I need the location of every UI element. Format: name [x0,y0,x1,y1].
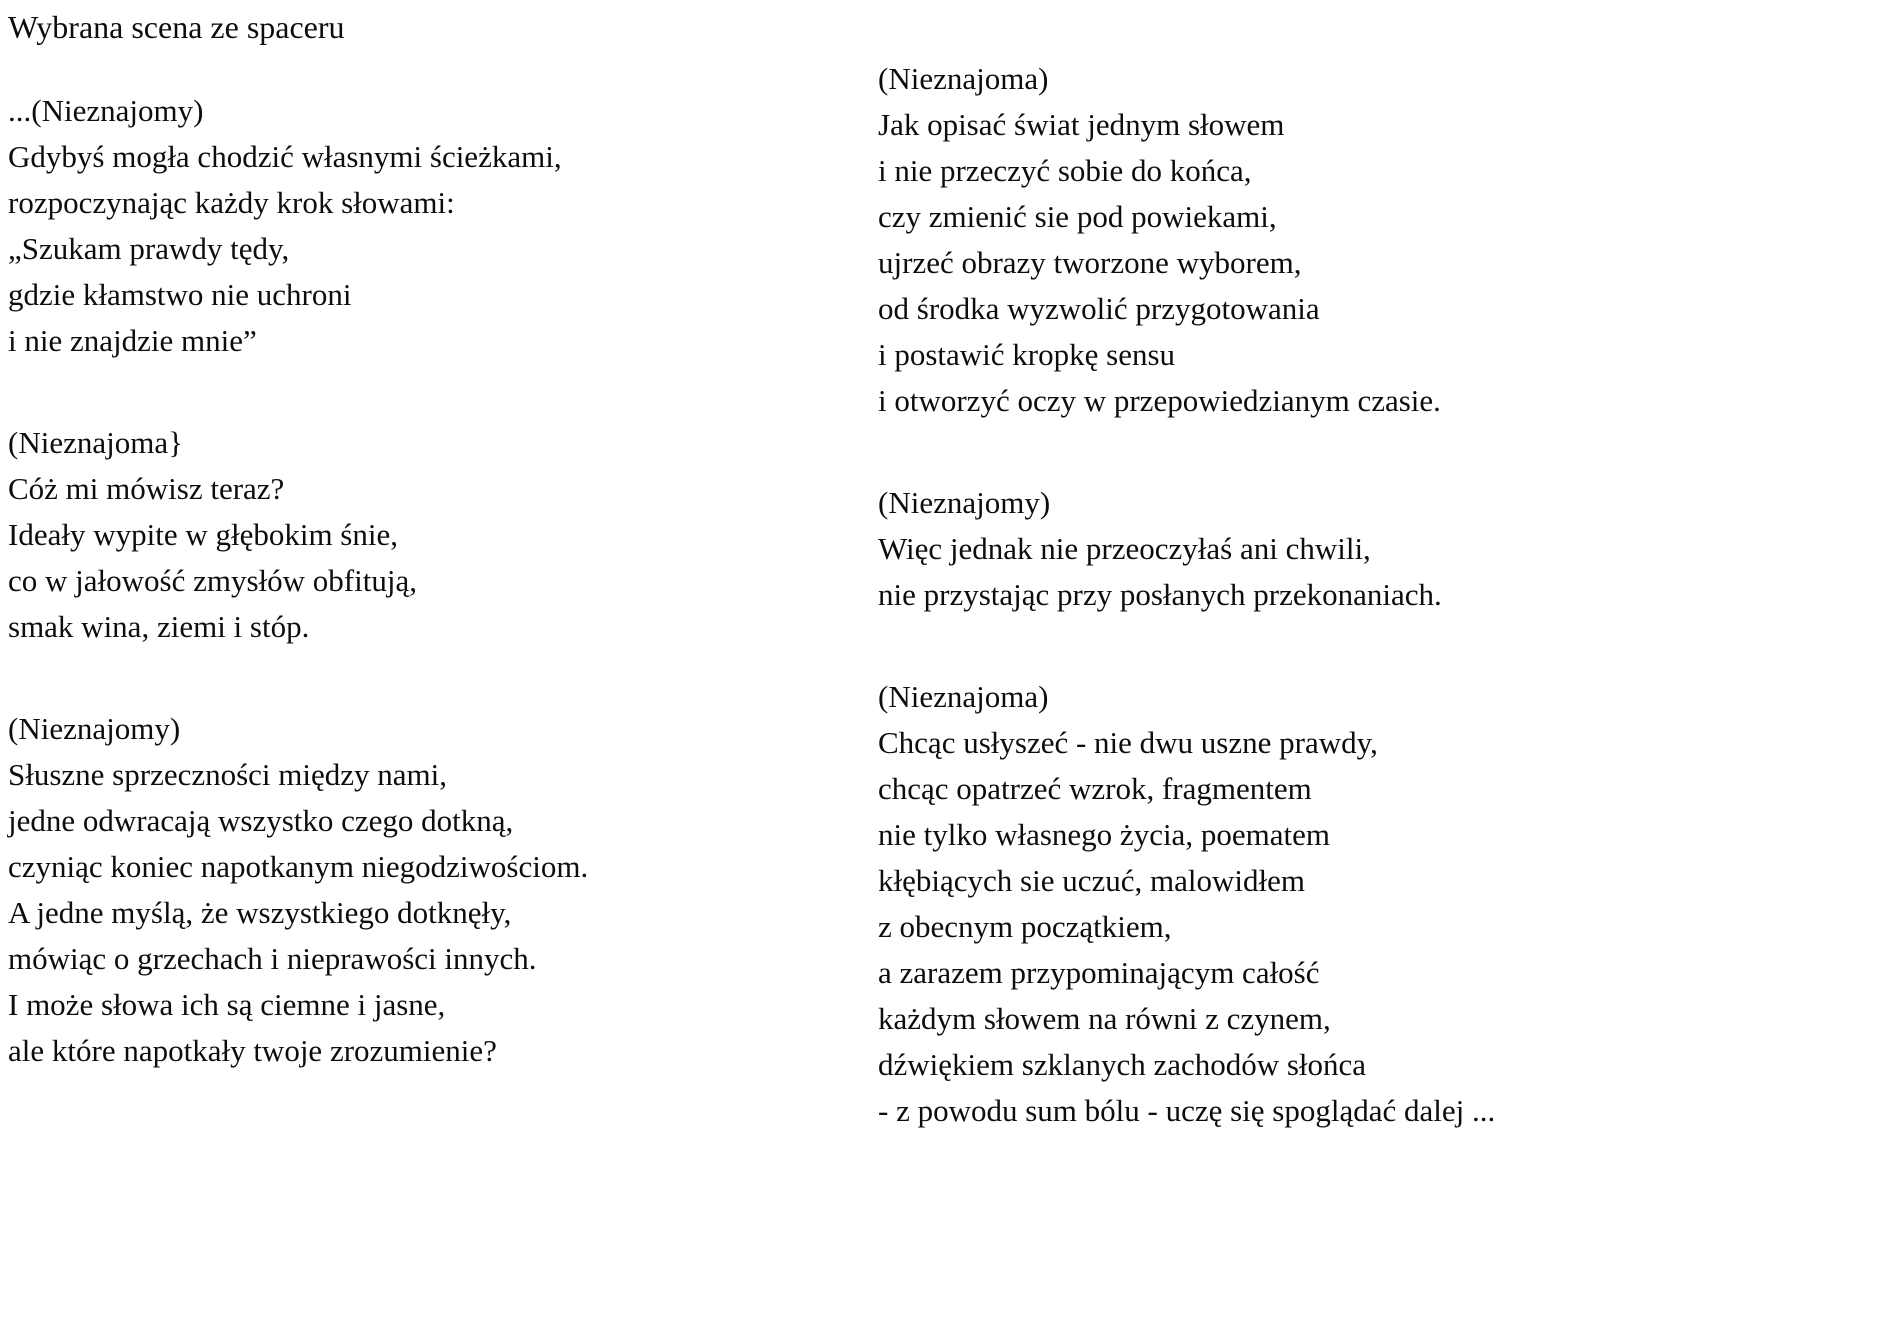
stanza [878,674,1878,1134]
poem-line: i nie znajdzie mnie” [8,323,257,358]
left-column [8,4,858,1130]
speaker-label: (Nieznajoma) [878,61,1049,96]
speaker-label: ...(Nieznajomy) [8,93,204,128]
stanza [878,480,1878,618]
poem-line: czyniąc koniec napotkanym niegodziwościom. [8,849,589,884]
poem-line: A jedne myślą, że wszystkiego dotknęły, [8,895,512,930]
speaker-label: (Nieznajomy) [878,485,1051,520]
poem-line: z obecnym początkiem, [878,909,1172,944]
left-column-stanzas [8,88,858,1074]
poem-line: Gdybyś mogła chodzić własnymi ścieżkami, [8,139,562,174]
poem-line: nie przystając przy posłanych przekonaniach. [878,577,1442,612]
poem-line: czy zmienić sie pod powiekami, [878,199,1277,234]
poem-line: i nie przeczyć sobie do końca, [878,153,1252,188]
stanza [878,56,1878,424]
stanza [8,420,858,650]
poem-line: co w jałowość zmysłów obfitują, [8,563,417,598]
poem-line: nie tylko własnego życia, poematem [878,817,1330,852]
poem-line: i otworzyć oczy w przepowiedzianym czasie. [878,383,1441,418]
speaker-label: (Nieznajoma) [878,679,1049,714]
stanza [8,88,858,364]
poem-line: i postawić kropkę sensu [878,337,1176,372]
poem-line: od środka wyzwolić przygotowania [878,291,1320,326]
poem-line: jedne odwracają wszystko czego dotkną, [8,803,514,838]
speaker-label: (Nieznajoma} [8,425,183,460]
poem-line: Jak opisać świat jednym słowem [878,107,1285,142]
poem-line: a zarazem przypominającym całość [878,955,1320,990]
poem-line: mówiąc o grzechach i nieprawości innych. [8,941,537,976]
stanza [8,706,858,1074]
poem-line: Chcąc usłyszeć - nie dwu uszne prawdy, [878,725,1378,760]
poem-line: smak wina, ziemi i stóp. [8,609,310,644]
right-column [878,56,1878,1190]
poem-line: Ideały wypite w głębokim śnie, [8,517,398,552]
poem-line: ujrzeć obrazy tworzone wyborem, [878,245,1302,280]
right-column-stanzas [878,56,1878,1134]
poem-line: - z powodu sum bólu - uczę się spoglądać dalej ... [878,1093,1496,1128]
poem-line: dźwiękiem szklanych zachodów słońca [878,1047,1367,1082]
poem-line: Więc jednak nie przeoczyłaś ani chwili, [878,531,1371,566]
poem-line: rozpoczynając każdy krok słowami: [8,185,455,220]
poem-line: Słuszne sprzeczności między nami, [8,757,448,792]
poem-line: chcąc opatrzeć wzrok, fragmentem [878,771,1312,806]
poem-line: ale które napotkały twoje zrozumienie? [8,1033,497,1068]
poem-line: gdzie kłamstwo nie uchroni [8,277,352,312]
poem-line: I może słowa ich są ciemne i jasne, [8,987,446,1022]
poem-line: kłębiących sie uczuć, malowidłem [878,863,1305,898]
speaker-label: (Nieznajomy) [8,711,181,746]
poem-line: Cóż mi mówisz teraz? [8,471,285,506]
page-title: Wybrana scena ze spaceru [8,9,345,45]
poem-line: „Szukam prawdy tędy, [8,231,290,266]
poem-line: każdym słowem na równi z czynem, [878,1001,1331,1036]
